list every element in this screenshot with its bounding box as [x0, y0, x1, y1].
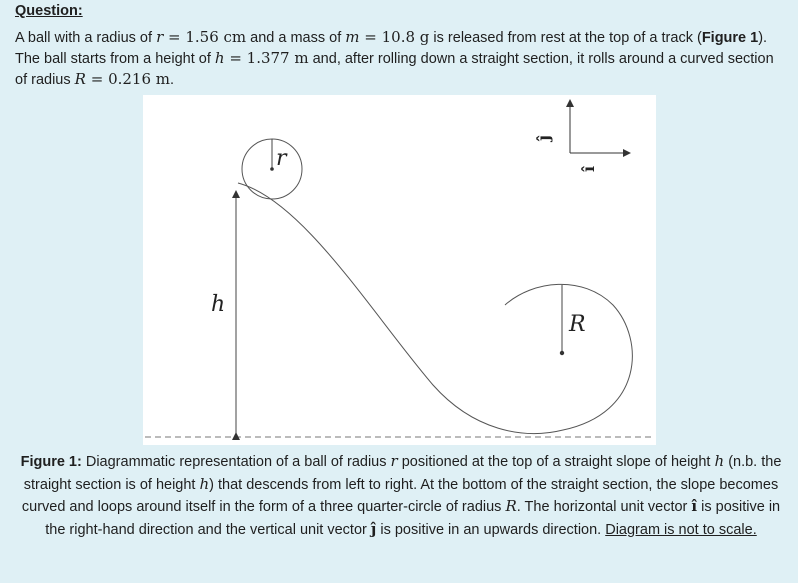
question-text	[15, 27, 787, 90]
radius-symbol: r	[390, 452, 398, 470]
equals-sign: =	[224, 49, 247, 67]
caption-label: Figure 1:	[20, 454, 82, 470]
unit-vector-i-label: î	[579, 165, 598, 173]
loop-radius-label: R	[569, 312, 586, 337]
mass-value: 10.8 g	[381, 28, 430, 46]
height-symbol: h	[214, 49, 225, 67]
loop-radius-value: 0.216 m	[108, 70, 170, 88]
not-to-scale-note: Diagram is not to scale.	[605, 521, 757, 538]
caption-text-part: positioned at the top of a straight slope of height	[397, 454, 715, 470]
radius-symbol: r	[156, 28, 164, 46]
mass-symbol: m	[345, 28, 360, 46]
radius-value: 1.56 cm	[185, 28, 247, 46]
ball-radius-label: r	[276, 146, 287, 171]
caption-text-part: Diagrammatic representation of a ball of radius	[81, 454, 391, 470]
question-text-part: and a mass of	[246, 30, 346, 46]
ball-center-dot	[270, 167, 274, 171]
height-symbol: h	[199, 474, 210, 493]
figure-caption	[14, 451, 788, 541]
loop-center-dot	[560, 351, 564, 355]
question-text-part: is released from rest at the top of a track (	[429, 30, 702, 46]
caption-text-part: is positive in the right-hand direction and the vertical unit vector	[45, 499, 781, 538]
question-text-part: and, after rolling down a straight section, it rolls around a curved section of radius	[15, 51, 774, 88]
unit-vector-j-symbol: ĵ	[370, 519, 377, 538]
caption-text-part: is positive in an upwards direction.	[376, 521, 606, 538]
loop-radius-symbol: R	[74, 70, 86, 88]
equals-sign: =	[85, 70, 109, 88]
unit-vector-j-label: ĵ	[534, 135, 553, 141]
question-text-part: .	[170, 72, 175, 88]
caption-text-part: . The horizontal unit vector	[516, 499, 692, 515]
caption-text-part: ) that descends from left to right. At the bottom of the straight section, the slope becomes curved and loops around itself in the form of a three quarter-circle of radius	[21, 476, 779, 515]
figure-diagram	[143, 95, 656, 445]
loop-radius-symbol: R	[505, 497, 517, 515]
question-text-part: A ball with a radius of	[15, 30, 157, 46]
unit-vector-i-symbol: î	[691, 497, 698, 515]
track-diagram	[143, 95, 656, 445]
equals-sign: =	[359, 28, 382, 46]
height-symbol: h	[714, 452, 725, 470]
figure-reference: Figure 1	[701, 30, 759, 46]
equals-sign: =	[163, 28, 186, 46]
height-value: 1.377 m	[246, 49, 309, 67]
question-heading: Question:	[15, 3, 83, 19]
question-text-part: ). The ball starts from a height of	[15, 30, 768, 67]
height-label: h	[211, 292, 226, 317]
caption-text-part: (n.b. the straight section is of height	[23, 454, 782, 493]
track-curve	[238, 183, 632, 434]
